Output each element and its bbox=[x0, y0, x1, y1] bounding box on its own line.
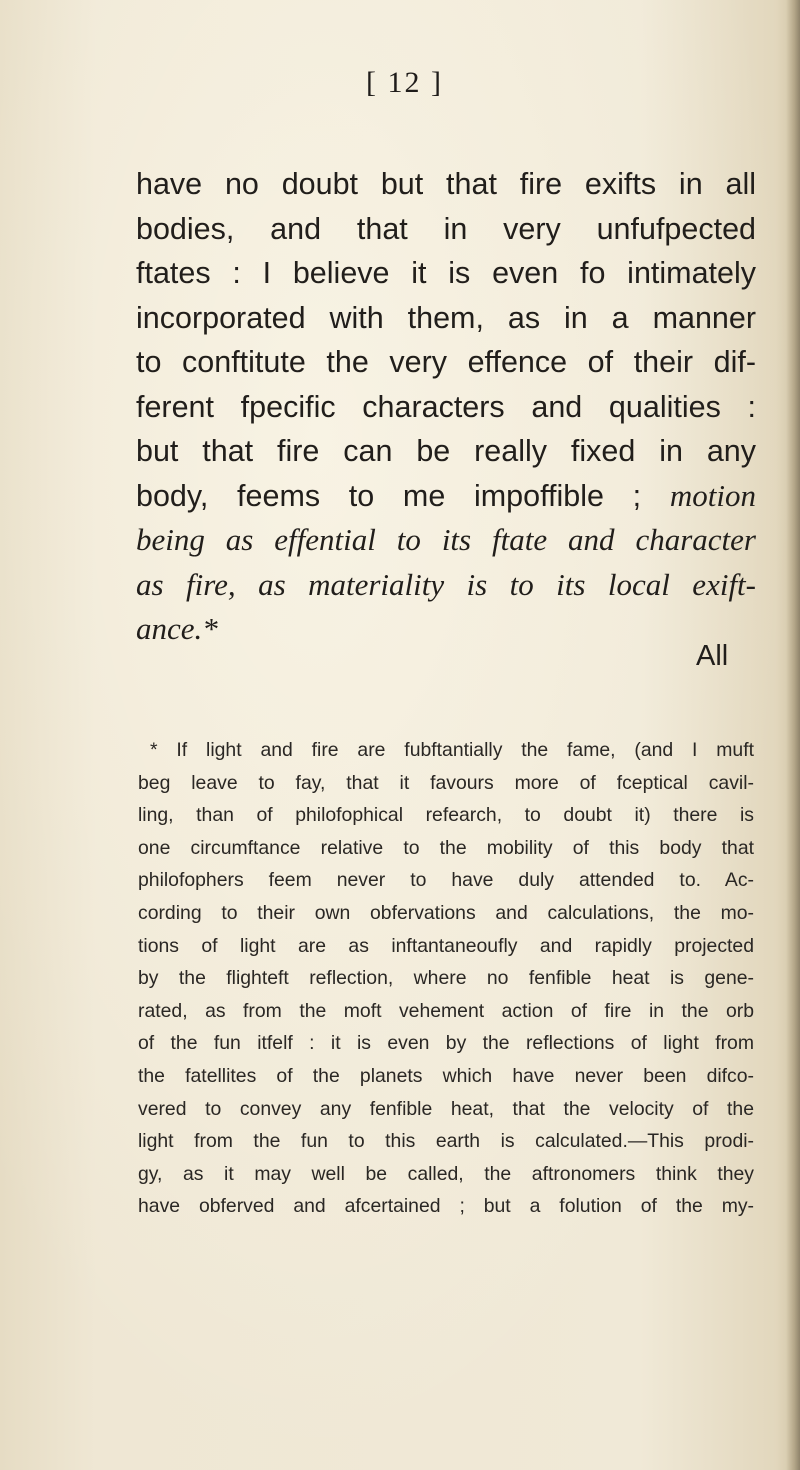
footnote-line: tions of light are as inftantaneoufly and rapidly projected bbox=[138, 934, 754, 957]
footnote-line: of the fun itfelf : it is even by the reflections of light from bbox=[138, 1032, 754, 1055]
italic-segment: being as effential to its ftate and character bbox=[136, 522, 756, 557]
main-text-block bbox=[136, 162, 756, 652]
footnote-line: the fatellites of the planets which have never been difco- bbox=[138, 1064, 754, 1087]
italic-segment: motion bbox=[669, 477, 756, 513]
text-line: to conftitute the very effence of their dif- bbox=[136, 345, 756, 379]
text-line: but that fire can be really fixed in any bbox=[136, 434, 756, 468]
text-line-mixed bbox=[136, 474, 756, 519]
footnote-line: light from the fun to this earth is calculated.—This prodi- bbox=[138, 1130, 754, 1153]
footnote-line: have obferved and afcertained ; but a folution of the my- bbox=[138, 1195, 754, 1218]
text-segment: body, feems to me impoffible ; bbox=[136, 478, 642, 513]
text-line-italic bbox=[136, 518, 756, 563]
text-line: bodies, and that in very unfufpected bbox=[136, 211, 756, 246]
footnote-line: philofophers feem never to have duly attended to. Ac- bbox=[138, 869, 754, 892]
footnote-line: by the flighteft reflection, where no fenfible heat is gene- bbox=[138, 967, 754, 990]
text-line-italic bbox=[136, 563, 756, 608]
footnote-line: * If light and fire are fubftantially the fame, (and I muft bbox=[150, 739, 754, 761]
footnote-line: vered to convey any fenfible heat, that the velocity of the bbox=[138, 1097, 754, 1120]
text-line: incorporated with them, as in a manner bbox=[136, 300, 756, 335]
text-line: ftates : I believe it is even fo intimately bbox=[136, 256, 756, 290]
footnote-line: gy, as it may well be called, the aftronomers think they bbox=[138, 1162, 754, 1185]
text-line: have no doubt but that fire exifts in all bbox=[136, 167, 756, 201]
footnote-line: beg leave to fay, that it favours more of fceptical cavil- bbox=[138, 771, 754, 794]
page-edge-shadow bbox=[786, 0, 800, 1470]
text-line: ferent fpecific characters and qualities : bbox=[136, 389, 756, 424]
footnote-line: one circumftance relative to the mobility of this body that bbox=[138, 836, 754, 859]
footnote-block bbox=[138, 734, 754, 1223]
catchword: All bbox=[696, 640, 729, 672]
italic-segment: ance.* bbox=[136, 611, 218, 646]
italic-segment: as fire, as materiality is to its local exift- bbox=[136, 566, 756, 602]
page-number: [ 12 ] bbox=[366, 66, 443, 99]
footnote-line: ling, than of philofophical refearch, to doubt it) there is bbox=[138, 804, 754, 827]
footnote-line: cording to their own obfervations and calculations, the mo- bbox=[138, 901, 754, 924]
footnote-line: rated, as from the moft vehement action of fire in the orb bbox=[138, 999, 754, 1022]
text-line-italic bbox=[136, 607, 756, 652]
